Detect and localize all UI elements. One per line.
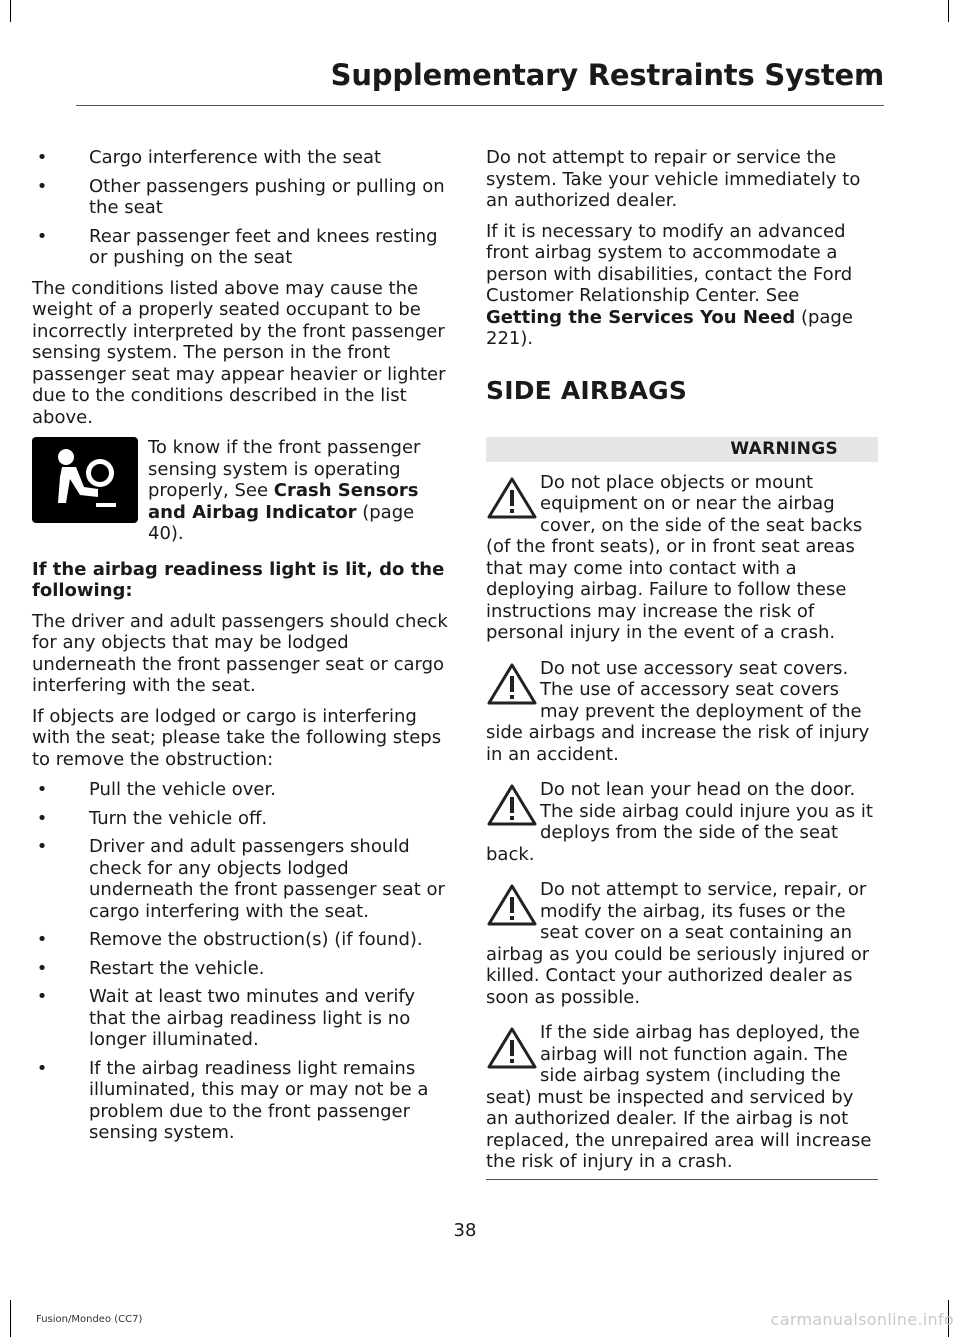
crop-mark-top-left	[10, 0, 11, 22]
list-item: • Turn the vehicle off.	[36, 807, 268, 829]
page-title: Supplementary Restraints System	[330, 58, 884, 92]
list-item: • Pull the vehicle over.	[36, 779, 276, 800]
list-item: • Other passengers pushing or pulling on the seat	[36, 175, 445, 218]
list-item: • Wait at least two minutes and verify that the airbag readiness light is no longer illuminated.	[36, 986, 416, 1050]
list-item: • Cargo interference with the seat	[36, 147, 382, 168]
warning-triangle-icon	[486, 662, 538, 706]
warning-item: Do not use accessory seat covers. The use of accessory seat covers may prevent the deployment of the side airbags and increase the risk of injury in an accident.	[486, 657, 870, 765]
warning-item: If the side airbag has deployed, the airbag will not function again. The side airbag system (including the seat) must be inspected and serviced by an authorized dealer. If the airbag is not replaced, the unrepaired area will increase the risk of injury in a crash.	[486, 1022, 872, 1172]
list-item: • Rear passenger feet and knees resting or pushing on the seat	[36, 225, 438, 268]
warnings-heading: WARNINGS	[486, 437, 878, 462]
page-number: 38	[453, 1220, 477, 1241]
steps-list	[32, 779, 448, 1144]
warnings-end-divider	[486, 1179, 878, 1180]
list-item: • Restart the vehicle.	[36, 957, 265, 979]
warning-item: Do not place objects or mount equipment on or near the airbag cover, on the side of the seat backs (of the front seats), or in front seat areas that may come into contact with a deploying airbag. Failure to follow these instructions may increase the risk of personal injury in the event of a crash.	[486, 471, 863, 643]
airbag-indicator-icon	[32, 437, 138, 523]
conditions-paragraph: The conditions listed above may cause the weight of a properly seated occupant to be incorrectly interpreted by the front passenger sensing system. The person in the front passenger seat may appear heavier or lighter due to the conditions described in the list above.	[32, 277, 446, 428]
warning-triangle-icon	[486, 476, 538, 520]
footer-model: Fusion/Mondeo (CC7)	[36, 1314, 143, 1325]
warning-item: Do not attempt to service, repair, or modify the airbag, its fuses or the seat cover on a seat containing an airbag as you could be seriously injured or killed. Contact your authorized dealer as soon as possible.	[486, 879, 870, 1008]
right-column	[486, 147, 878, 1180]
warning-item: Do not lean your head on the door. The side airbag could injure you as it deploys from the side of the seat back.	[486, 779, 873, 865]
list-item: • Remove the obstruction(s) (if found).	[36, 929, 423, 950]
steps-intro-paragraph: If objects are lodged or cargo is interfering with the seat; please take the following steps to remove the obstruction:	[32, 705, 442, 770]
section-title-side-airbags: SIDE AIRBAGS	[486, 375, 688, 405]
left-column	[32, 147, 448, 1153]
warning-triangle-icon	[486, 1026, 538, 1070]
watermark: carmanualsonline.info	[770, 1310, 954, 1329]
warning-triangle-icon	[486, 883, 538, 927]
check-objects-paragraph: The driver and adult passengers should check for any objects that may be lodged underneath the front passenger seat or cargo interfering with the seat.	[32, 610, 448, 696]
interference-list	[32, 147, 448, 269]
crash-sensors-link[interactable]: Crash Sensors and Airbag Indicator	[148, 480, 419, 523]
crop-mark-bottom-left	[10, 1300, 11, 1337]
modify-paragraph: If it is necessary to modify an advanced front airbag system to accommodate a person with disabilities, contact the Ford Customer Relationship Center. See Getting the Services You Need (page 221).	[486, 220, 853, 349]
list-item: • If the airbag readiness light remains illuminated, this may or may not be a problem due to the front passenger sensing system.	[36, 1057, 429, 1143]
services-link[interactable]: Getting the Services You Need	[486, 306, 796, 328]
repair-paragraph: Do not attempt to repair or service the system. Take your vehicle immediately to an authorized dealer.	[486, 147, 861, 211]
header-divider	[76, 105, 884, 106]
warning-triangle-icon	[486, 783, 538, 827]
subheading-airbag-light: If the airbag readiness light is lit, do the following:	[32, 558, 445, 601]
list-item: • Driver and adult passengers should check for any objects lodged underneath the front passenger seat or cargo interfering with the seat.	[36, 836, 445, 922]
crop-mark-top-right	[948, 0, 949, 22]
sensing-system-paragraph: To know if the front passenger sensing system is operating properly, See Crash Sensors and Airbag Indicator (page 40).	[32, 437, 448, 545]
